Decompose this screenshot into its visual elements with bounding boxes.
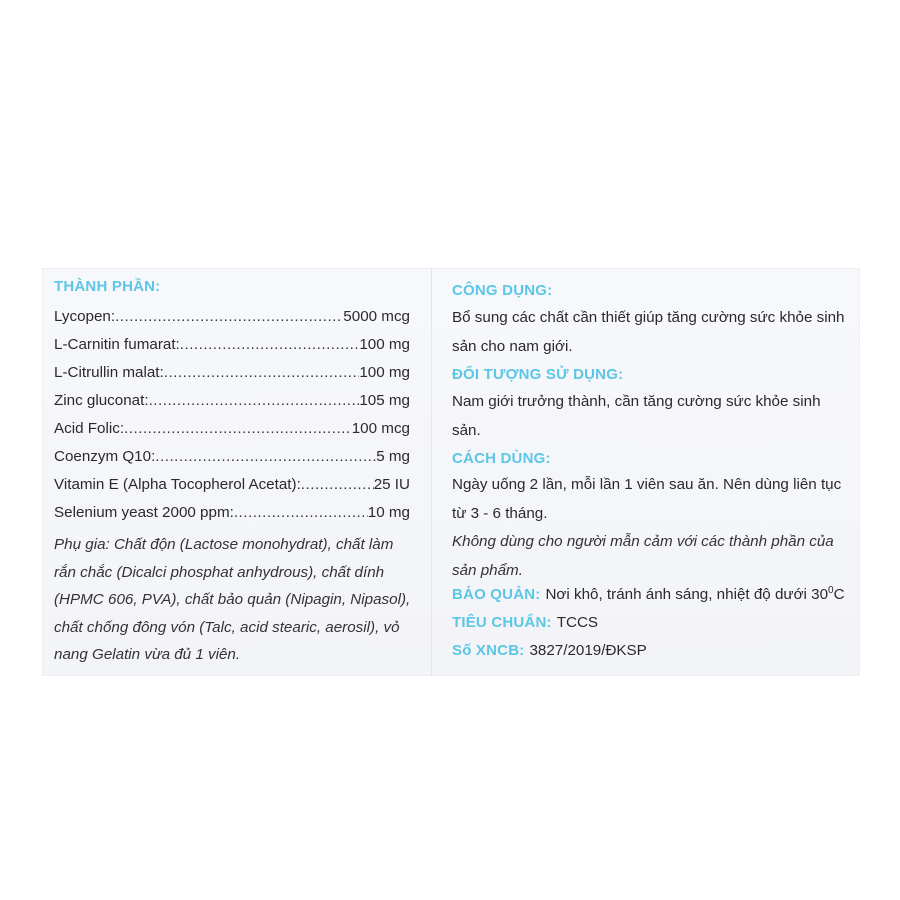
additives-text: Phụ gia: Chất độn (Lactose monohydrat), chất làm rắn chắc (Dicalci phosphat anhydrous), chất dính (HPMC 606, PVA), chất bảo quản (Nipagin, Nipasol), chất chống đông vón (Talc, acid stearic, aerosil), vỏ nang Gelatin vừa đủ 1 viên.	[54, 536, 411, 663]
registration-number: 3827/2019/ĐKSP	[529, 642, 647, 659]
ingredient-amount: 100 mcg	[351, 420, 410, 437]
leader-dots	[164, 364, 360, 381]
leader-dots	[124, 420, 352, 437]
leader-dots	[155, 448, 376, 465]
ingredient-amount: 5000 mcg	[343, 308, 410, 325]
ingredient-name: Acid Folic:	[54, 420, 125, 437]
ingredient-row	[54, 476, 410, 493]
ingredient-name: L-Carnitin fumarat:	[54, 336, 180, 353]
ingredient-amount: 5 mg	[376, 448, 410, 465]
ingredient-name: Lycopen:	[54, 308, 116, 325]
warning-text: Không dùng cho người mẫn cảm với các thành phần của sản phẩm.	[452, 533, 834, 579]
ingredient-amount: 10 mg	[367, 504, 410, 521]
ingredient-amount: 25 IU	[373, 476, 410, 493]
ingredient-name: L-Citrullin malat:	[54, 364, 164, 381]
ingredient-row	[54, 448, 410, 465]
storage-row	[452, 586, 845, 603]
ingredient-row	[54, 364, 410, 381]
temperature-unit: C	[833, 586, 845, 603]
standard-row	[452, 614, 598, 631]
standard-heading: TIÊU CHUẨN:	[452, 614, 552, 631]
ingredient-amount: 100 mg	[359, 364, 410, 381]
registration-row	[452, 642, 647, 659]
ingredient-name: Vitamin E (Alpha Tocopherol Acetat):	[54, 476, 301, 493]
leader-dots	[180, 336, 360, 353]
ingredient-row	[54, 308, 410, 325]
ingredient-amount: 100 mg	[359, 336, 410, 353]
usage-text: Ngày uống 2 lần, mỗi lần 1 viên sau ăn. Nên dùng liên tục từ 3 - 6 tháng.	[452, 476, 842, 522]
ingredient-name: Coenzym Q10:	[54, 448, 156, 465]
leader-dots	[234, 504, 368, 521]
registration-heading: Số XNCB:	[452, 642, 525, 659]
ingredient-row	[54, 392, 410, 409]
standard-text: TCCS	[556, 614, 599, 631]
ingredient-row	[54, 336, 410, 353]
ingredient-name: Zinc gluconat:	[54, 392, 149, 409]
leader-dots	[301, 476, 374, 493]
storage-heading: BẢO QUẢN:	[452, 586, 541, 603]
leader-dots	[149, 392, 360, 409]
target-text: Nam giới trưởng thành, cần tăng cường sức khỏe sinh sản.	[452, 393, 821, 439]
leader-dots	[115, 308, 343, 325]
uses-text: Bổ sung các chất cần thiết giúp tăng cường sức khỏe sinh sản cho nam giới.	[452, 309, 845, 355]
target-heading: ĐỐI TƯỢNG SỬ DỤNG:	[452, 366, 624, 383]
ingredient-row	[54, 504, 410, 521]
storage-text: Nơi khô, tránh ánh sáng, nhiệt độ dưới 30	[545, 586, 829, 603]
ingredients-heading: THÀNH PHẦN:	[54, 278, 161, 295]
uses-heading: CÔNG DỤNG:	[452, 282, 553, 299]
degree-mark: 0	[828, 584, 834, 596]
ingredient-amount: 105 mg	[359, 392, 410, 409]
ingredient-row	[54, 420, 410, 437]
column-divider	[431, 268, 432, 676]
usage-heading: CÁCH DÙNG:	[452, 450, 551, 467]
ingredient-name: Selenium yeast 2000 ppm:	[54, 504, 234, 521]
